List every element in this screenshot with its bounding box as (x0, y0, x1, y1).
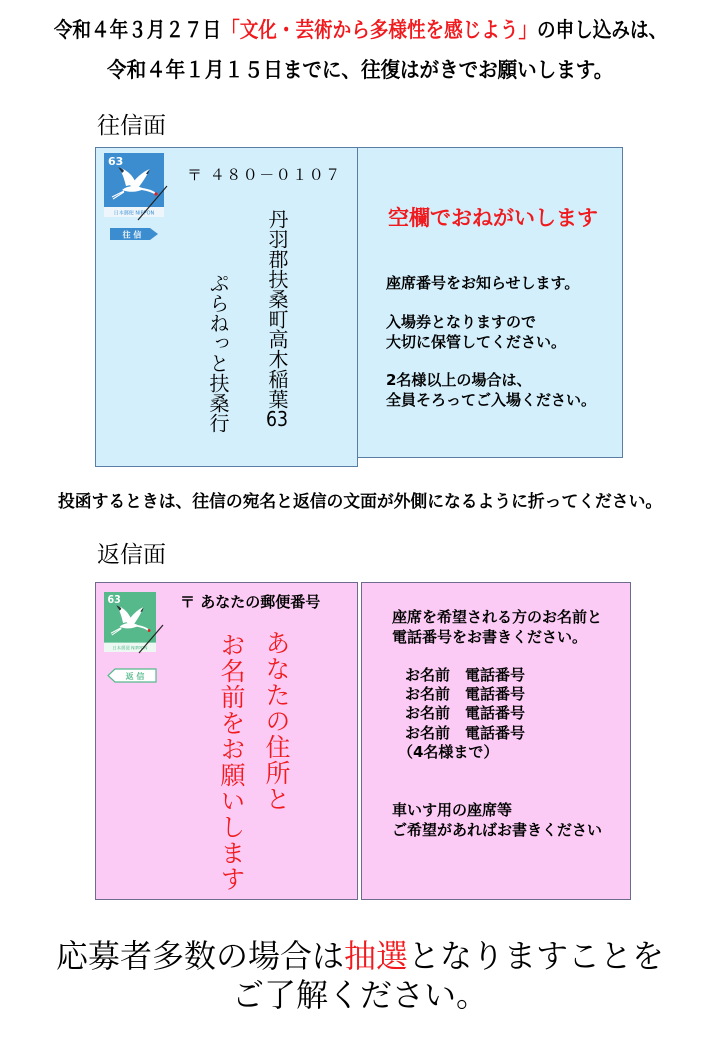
request-line: 座席を希望される方のお名前と (392, 608, 603, 626)
stamp-lettering: 日本郵便 NIPPON (112, 646, 148, 652)
address-text: 丹羽郡扶桑町高木稲葉 (265, 209, 289, 409)
address-prompt: あなたの住所と (262, 630, 291, 812)
footer-line-1 (0, 938, 720, 974)
outbound-stamp (100, 150, 170, 222)
reply-tag-label: 返 信 (125, 672, 145, 681)
fold-instruction: 投函するときは、往信の宛名と返信の文面が外側になるように折ってください。 (58, 491, 663, 511)
wheelchair-line: ご希望があればお書きください (392, 821, 603, 839)
entry-line: お名前 電話番号 (405, 685, 526, 703)
header-line-1-text (53, 14, 666, 46)
footer-pre: 応募者多数の場合は (55, 937, 344, 975)
outbound-message-panel (357, 147, 623, 458)
stamp-value: 63 (107, 594, 121, 607)
outbound-tag-label: 往 信 (122, 230, 142, 240)
request-line: 電話番号をお書きください。 (392, 628, 588, 646)
stamp-value: 63 (108, 155, 124, 168)
deadline-text: 令和４年１月１５日までに、往復はがきでお願いします。 (106, 58, 614, 82)
outbound-recipient: ぷらねっと扶桑行 (206, 273, 230, 433)
reply-tag (106, 667, 158, 684)
header-line-1-tail: の申し込みは、 (536, 18, 667, 42)
entry-limit: （4名様まで） (398, 743, 499, 761)
info-line: 座席番号をお知らせします。 (386, 274, 580, 292)
event-date: 令和４年３月２７日 (53, 18, 221, 42)
address-number: 63 (266, 409, 288, 429)
info-line: 大切に保管してください。 (386, 333, 567, 351)
footer-line-2: ご了解ください。 (231, 976, 488, 1014)
entry-line: お名前 電話番号 (405, 704, 526, 722)
lottery-emphasis: 抽選 (343, 937, 408, 975)
info-line: 2名様以上の場合は、 (386, 371, 532, 389)
outbound-address (267, 209, 287, 429)
leave-blank-notice: 空欄でおねがいします (388, 206, 598, 230)
stamp-lettering: 日本郵便 NIPPON (113, 210, 155, 217)
reply-postal-code: 〒 あなたの郵便番号 (180, 593, 321, 611)
info-line: 入場券となりますので (386, 313, 537, 331)
name-prompt: お名前をお願いします (217, 632, 246, 892)
outbound-label: 往信面 (97, 113, 166, 139)
event-title: 「文化・芸術から多様性を感じよう」 (220, 18, 537, 42)
wheelchair-line: 車いす用の座席等 (392, 801, 513, 819)
reply-stamp (100, 589, 166, 657)
header-line-2 (0, 54, 720, 86)
header-line-1 (0, 14, 720, 46)
info-line: 全員そろってご入場ください。 (386, 391, 597, 409)
footer-post: となりますことを (408, 937, 665, 975)
outbound-tag (108, 226, 160, 242)
entry-line: お名前 電話番号 (405, 666, 526, 684)
entry-line: お名前 電話番号 (405, 724, 526, 742)
outbound-postal-code: 〒 ４８０－０１０７ (187, 166, 342, 184)
reply-label: 返信面 (97, 542, 166, 568)
